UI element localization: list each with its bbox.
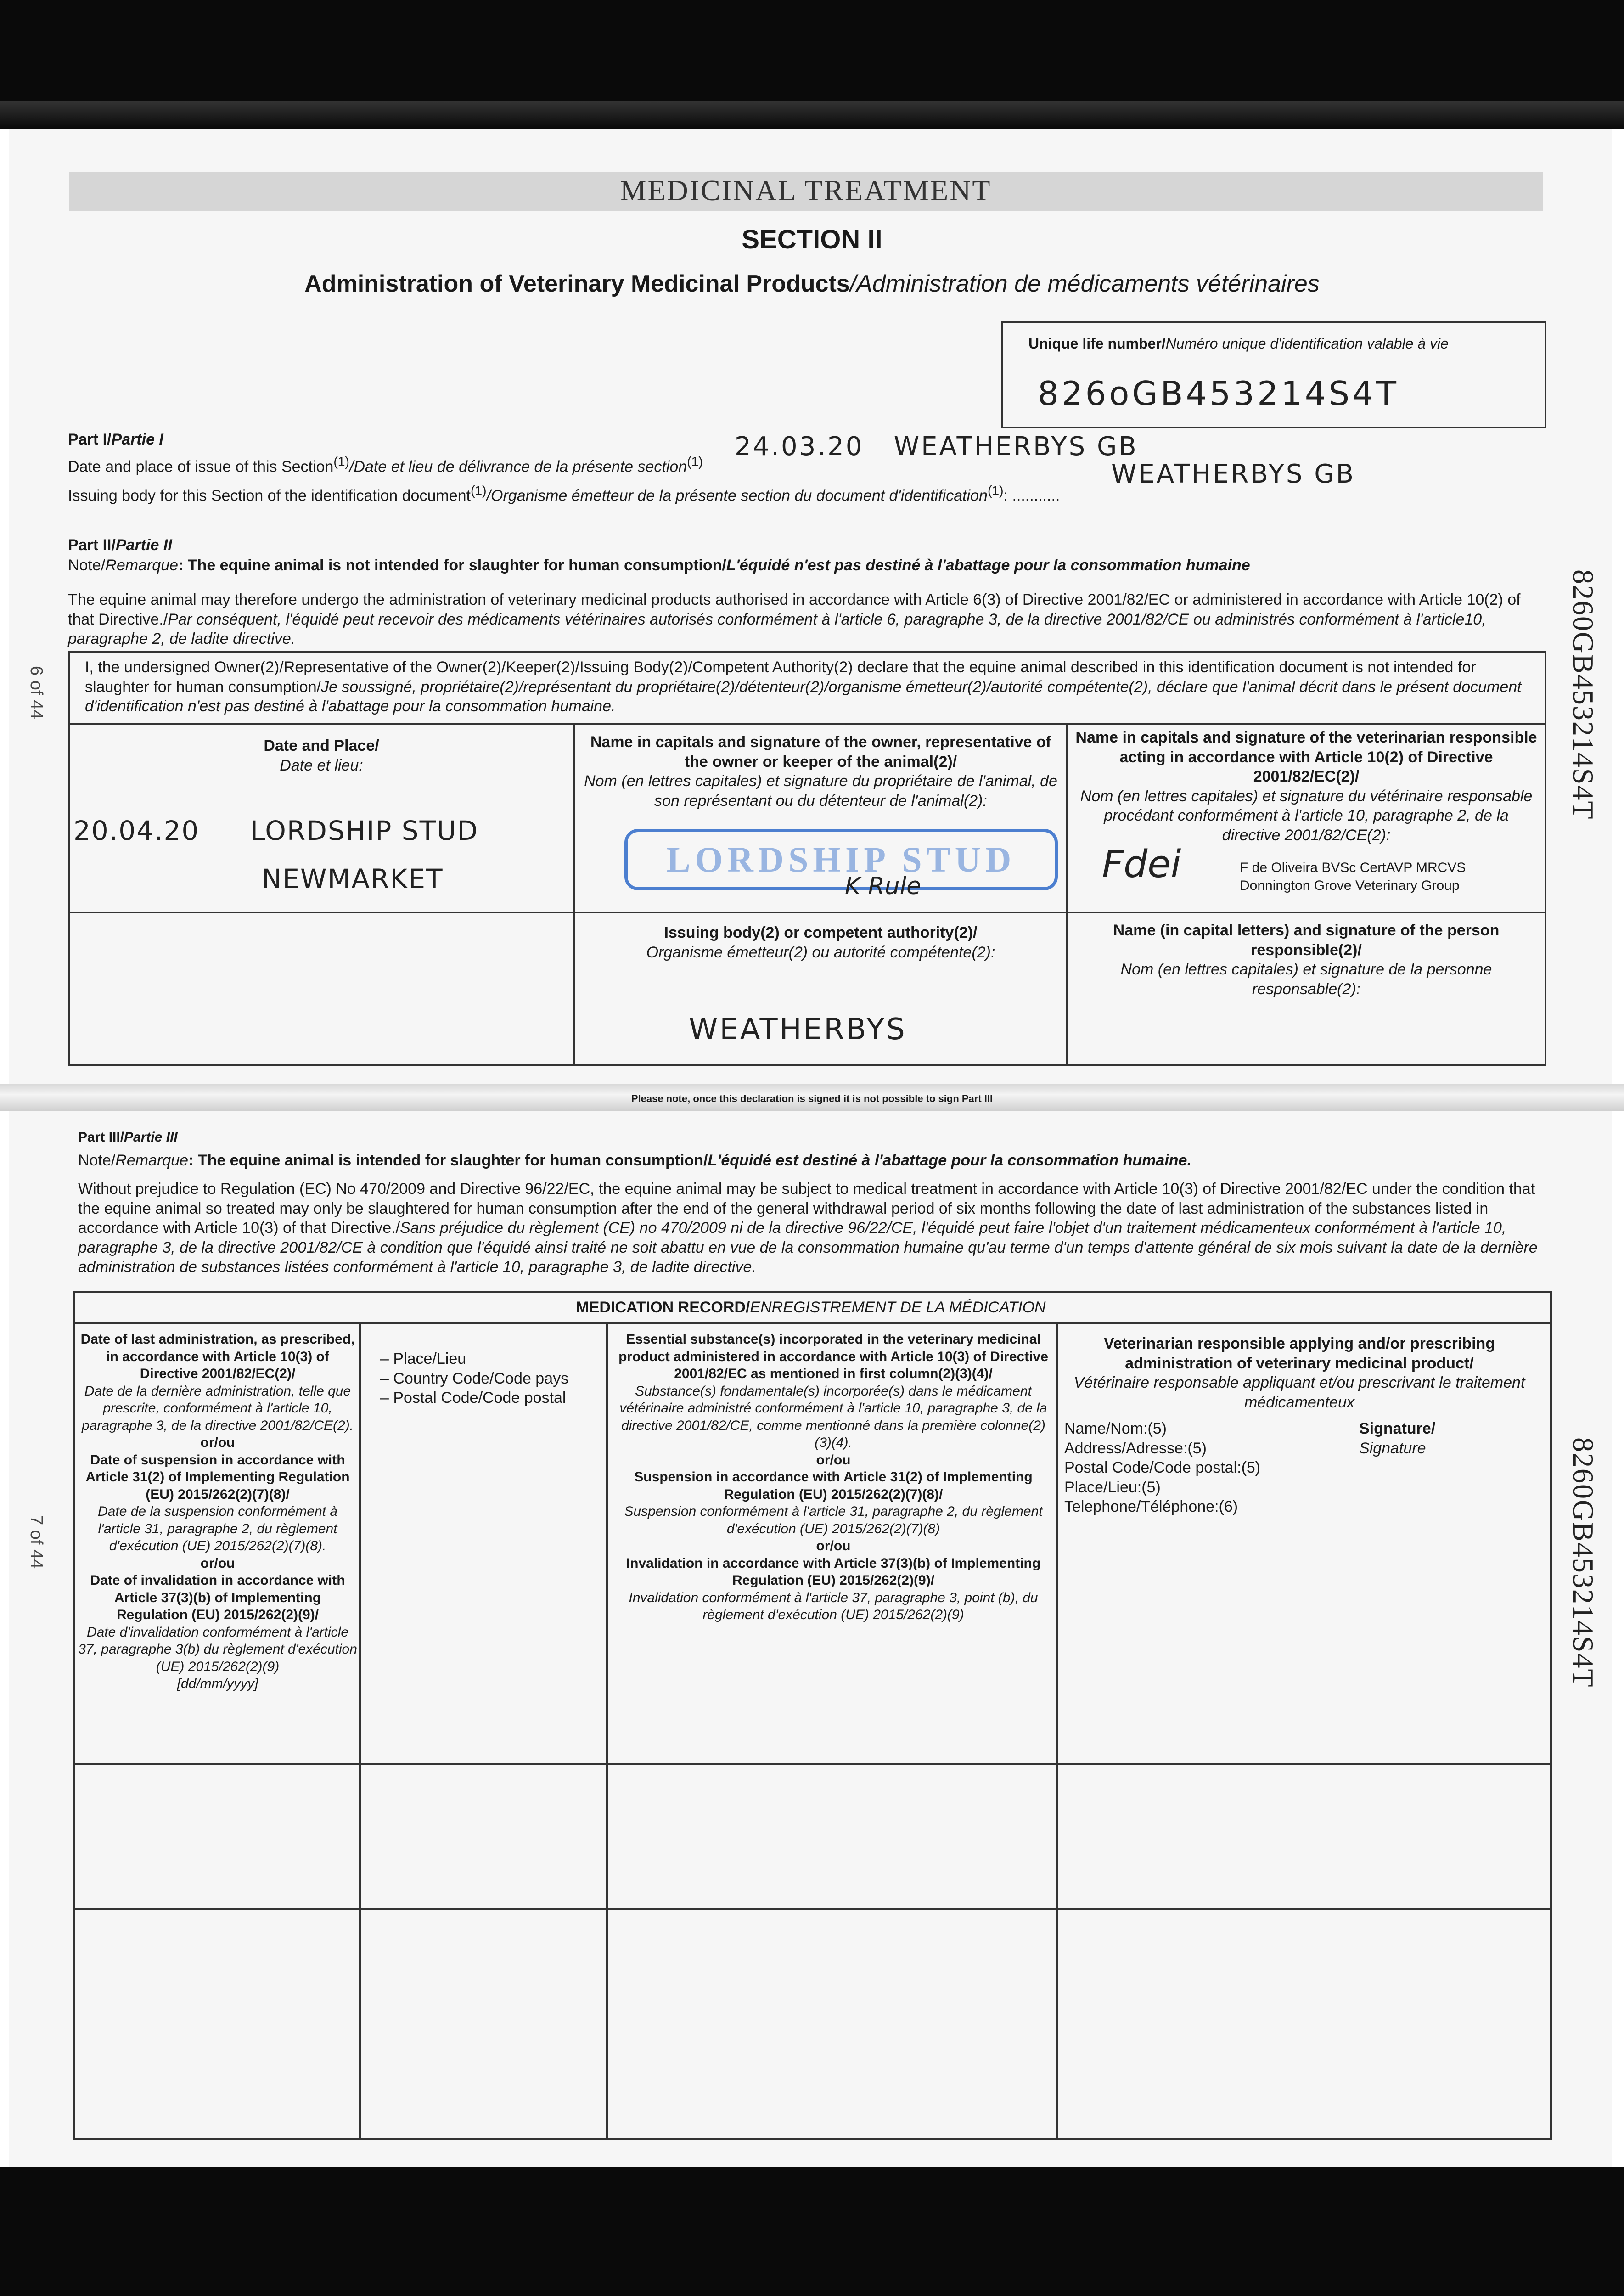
place-country-header [380, 1349, 601, 1408]
date-place-header: Date and Place/ Date et lieu: [264, 737, 379, 774]
part1-label: Part I/Partie I [68, 431, 163, 448]
uln-label: Unique life number/Numéro unique d'identification valable à vie [1028, 335, 1449, 352]
col3-line: Essential substance(s) incorporated in the veterinary medicinal product administered in accordance with Article 10(3) of Directive 2001/82/EC as mentioned in first column(2)(3)(4)/ [618, 1332, 1048, 1381]
table-rule [73, 1763, 1550, 1765]
table-rule [68, 723, 1545, 725]
col2-line: – Postal Code/Code postal [380, 1389, 566, 1407]
owner-stamp: LORDSHIP STUD [624, 829, 1058, 890]
medication-record-title: MEDICATION RECORD/ENREGISTREMENT DE LA MÉDICATION [576, 1299, 1046, 1316]
veterinarian-fields [1064, 1419, 1260, 1517]
scan-bottom-border [0, 2167, 1624, 2296]
col1-line: Date de la suspension conformément à l'article 31, paragraphe 2, du règlement d'exécution (UE) 2015/262(2)(7)(8). [98, 1504, 337, 1553]
part2-label: Part II/Partie II [68, 536, 172, 554]
col1-line: or/ou [200, 1435, 235, 1450]
uln-handwritten: 826oGB453214S4T [1038, 374, 1399, 413]
col3-line: or/ou [816, 1538, 851, 1553]
hand-date: 20.04.20 [73, 815, 200, 846]
veterinarian-header: Veterinarian responsible applying and/or prescribing administration of veterinary medicinal product/ Vétérinaire responsable appliquant et/ou prescrivant le traitement médicamenteux [1073, 1335, 1525, 1411]
col1-line: Date of suspension in accordance with Article 31(2) of Implementing Regulation (EU) 2015/262(2)(7)(8)/ [85, 1452, 350, 1502]
part2-note: Note/Remarque: The equine animal is not intended for slaughter for human consumption/L'équidé n'est pas destiné à l'abattage pour la consommation humaine [68, 557, 1250, 574]
col1-line: or/ou [200, 1555, 235, 1571]
part1-hand-issuing-body: WEATHERBYS GB [1111, 459, 1356, 489]
vet-signature: Fdei [1102, 843, 1181, 886]
col1-line: Date de la dernière administration, telle que prescrite, conformément à l'article 10, paragraphe 3, de la directive 2001/82/CE(2). [81, 1383, 354, 1433]
page-number-bottom: 7 of 44 [27, 1515, 46, 1569]
table-rule [73, 1322, 1550, 1324]
page-number-top: 6 of 44 [27, 666, 46, 720]
part2-body: The equine animal may therefore undergo the administration of veterinary medicinal products authorised in accordance with Article 6(3) of Directive 2001/82/EC or administered in accordance with Article 10(2) of that Directive./Par conséquent, l'équidé peut recevoir des médicaments vétérinaires autorisés conformément à l'article 6, paragraphe 3, de la directive 2001/82/CE ou administrés conformément à l'article10, paragraphe 2, de ladite directive. [68, 591, 1521, 647]
date-administration-header [77, 1331, 358, 1693]
table-rule [1056, 1322, 1058, 2138]
please-note: Please note, once this declaration is signed it is not possible to sign Part III [631, 1093, 993, 1104]
table-rule [1066, 723, 1068, 1064]
col2-line: – Place/Lieu [380, 1350, 466, 1367]
vet-field: Address/Adresse:(5) [1064, 1439, 1207, 1457]
part3-note: Note/Remarque: The equine animal is intended for slaughter for human consumption/L'équidé est destiné à l'abattage pour la consommation humaine. [78, 1152, 1191, 1169]
issuing-body-header: Issuing body(2) or competent authority(2)/ Organisme émetteur(2) ou autorité compétente(2): [646, 924, 995, 961]
hand-place-2: NEWMARKET [262, 863, 444, 895]
vet-field: Name/Nom:(5) [1064, 1420, 1167, 1437]
part1-hand-date-place: 24.03.20 WEATHERBYS GB [735, 432, 1138, 461]
col3-line: or/ou [816, 1452, 851, 1468]
hand-place-1: LORDSHIP STUD [250, 815, 479, 846]
scan-top-border [0, 0, 1624, 129]
vet-field: Place/Lieu:(5) [1064, 1478, 1161, 1496]
col3-line: Substance(s) fondamentale(s) incorporée(s) dans le médicament vétérinaire administré conformément à l'article 10, paragraphe 3, de la directive 2001/82/CE, comme mentionné dans la première colonne(2)(3)(4). [619, 1383, 1047, 1450]
col1-line: Date of last administration, as prescribed, in accordance with Article 10(3) of Directive 2001/82/EC(2)/ [80, 1332, 355, 1381]
vet-field: Postal Code/Code postal:(5) [1064, 1459, 1261, 1476]
part1-issuing-line: Issuing body for this Section of the identification document$^{(1)}$/Organisme émetteur de la présente section du document d'identification$^{(1)}$: ........... [68, 484, 1060, 505]
part3-label: Part III/Partie III [78, 1130, 178, 1145]
owner-signature: K Rule [845, 872, 922, 900]
section-subtitle: Administration of Veterinary Medicinal Products/Administration de médicaments vétérinaires [304, 270, 1320, 297]
col2-line: – Country Code/Code pays [380, 1369, 569, 1387]
col3-line: Invalidation conformément à l'article 37, paragraphe 3, point (b), du règlement d'exécution (UE) 2015/262(2)(9) [629, 1590, 1038, 1622]
owner-signature-header: Name in capitals and signature of the owner, representative of the owner or keeper of the animal(2)/ Nom (en lettres capitales) et signature du propriétaire de l'animal, de son représentant ou du détenteur de l'animal(2): [584, 733, 1057, 810]
col3-line: Suspension conformément à l'article 31, paragraphe 2, du règlement d'exécution (UE) 2015/262(2)(7)(8) [624, 1504, 1043, 1536]
substance-header [615, 1331, 1051, 1624]
banner-title: MEDICINAL TREATMENT [620, 174, 992, 207]
col1-line: Date of invalidation in accordance with Article 37(3)(b) of Implementing Regulation (EU) 2015/262(2)(9)/ [90, 1573, 345, 1622]
table-rule [359, 1322, 361, 2138]
person-responsible-header: Name (in capital letters) and signature of the person responsible(2)/ Nom (en lettres capitales) et signature de la personne responsable(2): [1113, 922, 1500, 998]
table-rule [573, 723, 575, 1064]
vet-stamp: F de Oliveira BVSc CertAVP MRCVS Donnington Grove Veterinary Group [1240, 860, 1466, 893]
col1-line: [dd/mm/yyyy] [177, 1676, 258, 1691]
col3-line: Invalidation in accordance with Article 37(3)(b) of Implementing Regulation (EU) 2015/262(2)(9)/ [626, 1555, 1041, 1588]
table-rule [73, 1908, 1550, 1910]
veterinarian-signature-label: Signature/ Signature [1359, 1420, 1436, 1457]
vet-signature-header: Name in capitals and signature of the veterinarian responsible acting in accordance with Article 10(2) of Directive 2001/82/EC(2)/ Nom (en lettres capitales) et signature du vétérinaire responsable procédant conformément à l'article 10, paragraphe 2, de la directive 2001/82/CE(2): [1075, 729, 1537, 844]
table-rule [68, 912, 1545, 913]
part1-date-line: Date and place of issue of this Section$^{(1)}$/Date et lieu de délivrance de la présente section$^{(1)}$ [68, 455, 703, 476]
side-uln-top: 8260GB453214S4T [1567, 569, 1600, 820]
vet-field: Telephone/Téléphone:(6) [1064, 1498, 1238, 1515]
side-uln-bottom: 8260GB453214S4T [1567, 1437, 1600, 1688]
section-title: SECTION II [742, 225, 882, 254]
table-rule [606, 1322, 608, 2138]
col3-line: Suspension in accordance with Article 31(2) of Implementing Regulation (EU) 2015/262(2)(7)(8)/ [634, 1469, 1033, 1502]
part3-body: Without prejudice to Regulation (EC) No 470/2009 and Directive 96/22/EC, the equine animal may be subject to medical treatment in accordance with Article 10(3) of Directive 2001/82/EC under the condition that the equine animal so treated may only be slaughtered for human consumption after the end of the general withdrawal period of six months following the date of last administration of the substances listed in accordance with Article 10(3) of that Directive./Sans préjudice du règlement (CE) no 470/2009 ni de la directive 96/22/CE, l'équidé peut faire l'objet d'un traitement médicamenteux conformément à l'article 10, paragraphe 3, de la directive 2001/82/CE à condition que l'équidé ainsi traité ne soit abattu en vue de la consommation humaine qu'au terme d'un temps d'attente général de six mois suivant la date de la dernière administration de substances listées conformément à l'article 10, paragraphe 3, de ladite directive. [78, 1180, 1538, 1276]
hand-issuing-body: WEATHERBYS [689, 1013, 907, 1047]
col1-line: Date d'invalidation conformément à l'article 37, paragraphe 3(b) du règlement d'exécution (UE) 2015/262(2)(9) [78, 1624, 357, 1674]
declaration-text: I, the undersigned Owner(2)/Representative of the Owner(2)/Keeper(2)/Issuing Body(2)/Competent Authority(2) declare that the equine animal described in this identification document is not intended for slaughter for human consumption/Je soussigné, propriétaire(2)/représentant du propriétaire(2)/détenteur(2)/organisme émetteur(2)/autorité compétente(2), déclare que l'animal décrit dans le présent document d'identification n'est pas destiné à l'abattage pour la consommation humaine. [85, 658, 1522, 715]
